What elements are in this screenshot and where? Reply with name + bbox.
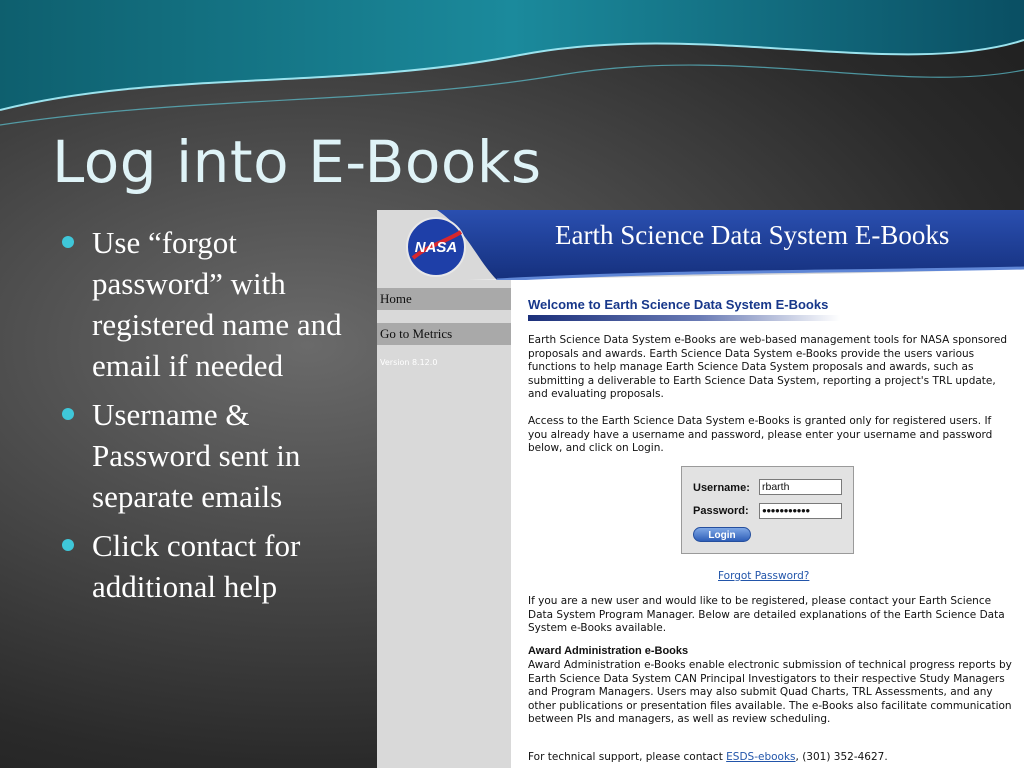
login-button[interactable]: Login [693, 527, 751, 542]
award-paragraph: Award Administration e-Books enable electronic submission of technical progress reports by Earth Science Data System CAN Principal Investigators to their respective Study Managers and Program Managers. Users may also submit Quad Charts, TRL Assessments, and any other publications or presentation files available. The e-Books also facilitate communication between PIs and managers, as well as review scheduling. [528, 659, 1012, 726]
new-user-paragraph: If you are a new user and would like to be registered, please contact your Earth Science Data System Program Manager. Below are detailed explanations of the Earth Science Data System e-Books available. [528, 595, 1005, 635]
bullet-dot-icon [62, 236, 74, 248]
intro-paragraph: Earth Science Data System e-Books are web-based management tools for NASA sponsored proposals and awards. Earth Science Data System e-Books provide the users various functions to help manage Earth Science Data System proposals and awards, such as submitting a deliverable to Earth Science Data System, reporting a project's TRL update, and evaluating proposals. [528, 334, 1007, 401]
site-header [377, 210, 1024, 280]
support-paragraph [528, 751, 1012, 765]
support-prefix: For technical support, please contact [528, 751, 727, 763]
nav-home[interactable]: Home [377, 288, 511, 310]
site-title: Earth Science Data System E-Books [555, 220, 950, 250]
svg-text:NASA: NASA [414, 239, 458, 256]
bullet-item [62, 394, 362, 517]
bullet-list [62, 222, 362, 615]
welcome-heading: Welcome to Earth Science Data System E-Books [528, 297, 829, 312]
bullet-text: Use “forgot password” with registered name and email if needed [92, 225, 342, 383]
nav-go-to-metrics[interactable]: Go to Metrics [377, 323, 511, 345]
support-contact-link[interactable]: ESDS-ebooks [726, 751, 796, 763]
award-heading: Award Administration e-Books [528, 645, 689, 657]
heading-underline [528, 315, 840, 321]
access-paragraph: Access to the Earth Science Data System e-Books is granted only for registered users. If you already have a username and password, please enter your username and password below, and click on Login. [528, 415, 993, 455]
version-label: Version 8.12.0 [380, 358, 438, 367]
username-input[interactable]: rbarth [759, 479, 842, 495]
login-form [681, 466, 854, 554]
slide-title: Log into E-Books [52, 128, 542, 196]
nasa-logo-icon [405, 216, 467, 278]
header-wave-decoration [0, 0, 1024, 140]
bullet-dot-icon [62, 408, 74, 420]
bullet-dot-icon [62, 539, 74, 551]
forgot-password-link[interactable]: Forgot Password? [718, 570, 810, 582]
support-suffix: , (301) 352-4627. [795, 751, 888, 763]
username-label: Username: [693, 482, 750, 494]
bullet-text: Click contact for additional help [92, 528, 301, 604]
ebooks-screenshot [377, 210, 1024, 768]
bullet-text: Username & Password sent in separate emails [92, 397, 301, 514]
bullet-item [62, 222, 362, 386]
bullet-item [62, 525, 362, 607]
password-input[interactable]: ●●●●●●●●●●● [759, 503, 842, 519]
sidebar [377, 280, 511, 768]
main-content [528, 297, 1012, 763]
password-label: Password: [693, 505, 749, 517]
